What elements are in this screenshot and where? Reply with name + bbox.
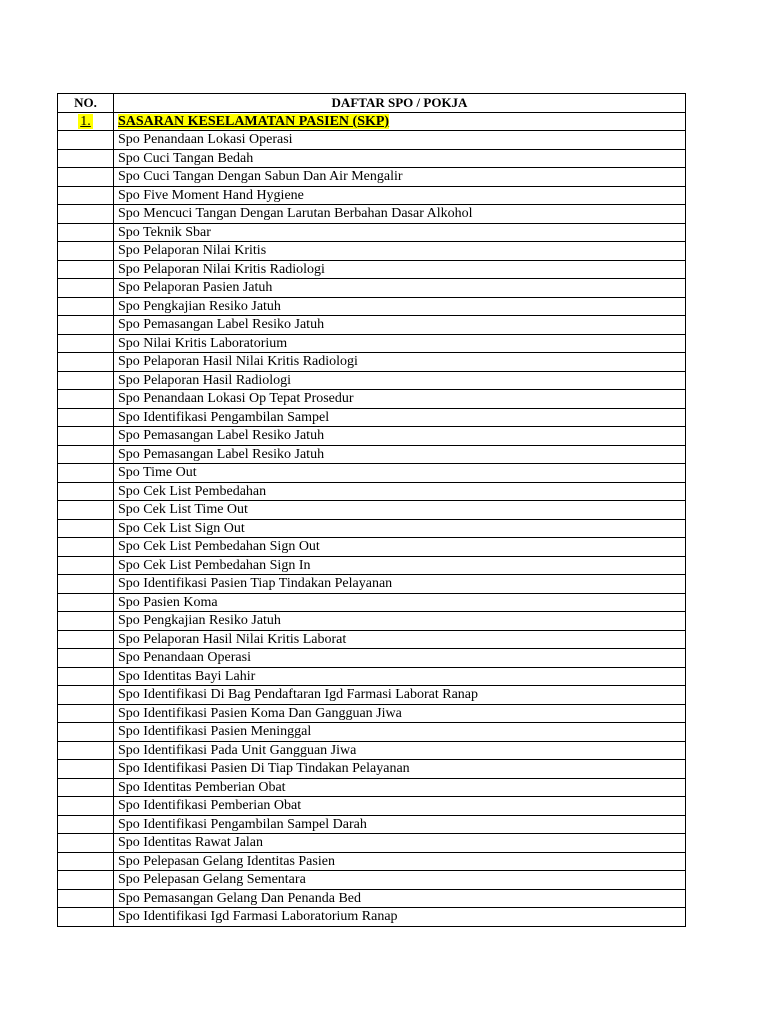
- row-number-cell: [58, 186, 114, 205]
- table-row: [58, 852, 686, 871]
- section-title-cell: [114, 112, 686, 131]
- spo-item: Spo Pelaporan Hasil Radiologi: [114, 371, 686, 390]
- table-row: [58, 630, 686, 649]
- table-row: [58, 556, 686, 575]
- spo-item: Spo Pemasangan Label Resiko Jatuh: [114, 445, 686, 464]
- spo-item: Spo Penandaan Operasi: [114, 649, 686, 668]
- spo-item: Spo Nilai Kritis Laboratorium: [114, 334, 686, 353]
- row-number-cell: [58, 593, 114, 612]
- row-number-cell: [58, 131, 114, 150]
- spo-item: Spo Pelepasan Gelang Identitas Pasien: [114, 852, 686, 871]
- row-number-cell: [58, 538, 114, 557]
- spo-item: Spo Identifikasi Di Bag Pendaftaran Igd Farmasi Laborat Ranap: [114, 686, 686, 705]
- spo-item: Spo Identitas Bayi Lahir: [114, 667, 686, 686]
- table-row: [58, 353, 686, 372]
- spo-item: Spo Cek List Pembedahan: [114, 482, 686, 501]
- spo-item: Spo Cek List Pembedahan Sign In: [114, 556, 686, 575]
- spo-item: Spo Identifikasi Pada Unit Gangguan Jiwa: [114, 741, 686, 760]
- row-number-cell: [58, 556, 114, 575]
- spo-item: Spo Cuci Tangan Bedah: [114, 149, 686, 168]
- spo-item: Spo Teknik Sbar: [114, 223, 686, 242]
- row-number-cell: [58, 168, 114, 187]
- row-number-cell: [58, 704, 114, 723]
- row-number-cell: [58, 353, 114, 372]
- spo-item: Spo Identifikasi Igd Farmasi Laboratorium Ranap: [114, 908, 686, 927]
- spo-item: Spo Pemasangan Gelang Dan Penanda Bed: [114, 889, 686, 908]
- table-body: [58, 112, 686, 926]
- table-row: [58, 316, 686, 335]
- spo-item: Spo Mencuci Tangan Dengan Larutan Berbahan Dasar Alkohol: [114, 205, 686, 224]
- spo-item: Spo Cek List Time Out: [114, 501, 686, 520]
- table-row: [58, 538, 686, 557]
- row-number-cell: [58, 427, 114, 446]
- table-row: [58, 908, 686, 927]
- spo-item: Spo Pasien Koma: [114, 593, 686, 612]
- table-row: [58, 260, 686, 279]
- row-number-cell: [58, 149, 114, 168]
- table-row: [58, 408, 686, 427]
- section-number-cell: [58, 112, 114, 131]
- spo-item: Spo Identifikasi Pasien Meninggal: [114, 723, 686, 742]
- table-row: [58, 482, 686, 501]
- row-number-cell: [58, 778, 114, 797]
- table-row: [58, 815, 686, 834]
- row-number-cell: [58, 519, 114, 538]
- spo-item: Spo Five Moment Hand Hygiene: [114, 186, 686, 205]
- row-number-cell: [58, 575, 114, 594]
- table-row: [58, 168, 686, 187]
- table-row: [58, 889, 686, 908]
- table-row: [58, 612, 686, 631]
- row-number-cell: [58, 834, 114, 853]
- table-row: [58, 279, 686, 298]
- table-row: [58, 205, 686, 224]
- row-number-cell: [58, 723, 114, 742]
- table-row: [58, 667, 686, 686]
- spo-item: Spo Pengkajian Resiko Jatuh: [114, 612, 686, 631]
- table-row: [58, 501, 686, 520]
- row-number-cell: [58, 464, 114, 483]
- row-number-cell: [58, 334, 114, 353]
- table-row: [58, 649, 686, 668]
- row-number-cell: [58, 797, 114, 816]
- row-number-cell: [58, 686, 114, 705]
- row-number-cell: [58, 205, 114, 224]
- table-row: [58, 778, 686, 797]
- table-row: [58, 242, 686, 261]
- spo-item: Spo Pelepasan Gelang Sementara: [114, 871, 686, 890]
- section-title: SASARAN KESELAMATAN PASIEN (SKP): [118, 113, 390, 129]
- table-row: [58, 371, 686, 390]
- spo-item: Spo Identifikasi Pasien Di Tiap Tindakan Pelayanan: [114, 760, 686, 779]
- table-row: [58, 797, 686, 816]
- row-number-cell: [58, 445, 114, 464]
- spo-item: Spo Pelaporan Nilai Kritis Radiologi: [114, 260, 686, 279]
- spo-item: Spo Identifikasi Pengambilan Sampel Darah: [114, 815, 686, 834]
- spo-item: Spo Identitas Pemberian Obat: [114, 778, 686, 797]
- row-number-cell: [58, 297, 114, 316]
- table-row: [58, 390, 686, 409]
- table-row: [58, 427, 686, 446]
- row-number-cell: [58, 760, 114, 779]
- table-row: [58, 871, 686, 890]
- spo-item: Spo Pelaporan Nilai Kritis: [114, 242, 686, 261]
- spo-item: Spo Cek List Pembedahan Sign Out: [114, 538, 686, 557]
- row-number-cell: [58, 908, 114, 927]
- row-number-cell: [58, 889, 114, 908]
- spo-item: Spo Identifikasi Pasien Tiap Tindakan Pelayanan: [114, 575, 686, 594]
- table-row: [58, 686, 686, 705]
- row-number-cell: [58, 667, 114, 686]
- table-row: [58, 704, 686, 723]
- table-row: [58, 131, 686, 150]
- section-row: [58, 112, 686, 131]
- row-number-cell: [58, 390, 114, 409]
- table-row: [58, 760, 686, 779]
- row-number-cell: [58, 482, 114, 501]
- header-no: NO.: [58, 94, 114, 113]
- table-row: [58, 186, 686, 205]
- row-number-cell: [58, 223, 114, 242]
- row-number-cell: [58, 279, 114, 298]
- row-number-cell: [58, 316, 114, 335]
- row-number-cell: [58, 408, 114, 427]
- table-row: [58, 723, 686, 742]
- row-number-cell: [58, 612, 114, 631]
- table-row: [58, 149, 686, 168]
- spo-item: Spo Penandaan Lokasi Op Tepat Prosedur: [114, 390, 686, 409]
- spo-item: Spo Pengkajian Resiko Jatuh: [114, 297, 686, 316]
- spo-item: Spo Cek List Sign Out: [114, 519, 686, 538]
- row-number-cell: [58, 871, 114, 890]
- spo-item: Spo Pemasangan Label Resiko Jatuh: [114, 427, 686, 446]
- spo-item: Spo Pelaporan Hasil Nilai Kritis Laborat: [114, 630, 686, 649]
- table-row: [58, 334, 686, 353]
- spo-item: Spo Pelaporan Pasien Jatuh: [114, 279, 686, 298]
- spo-list-table: [57, 93, 686, 927]
- spo-item: Spo Cuci Tangan Dengan Sabun Dan Air Mengalir: [114, 168, 686, 187]
- spo-item: Spo Identifikasi Pemberian Obat: [114, 797, 686, 816]
- table-row: [58, 464, 686, 483]
- section-number: 1.: [80, 113, 91, 129]
- table-row: [58, 445, 686, 464]
- table-row: [58, 575, 686, 594]
- table-header-row: [58, 94, 686, 113]
- row-number-cell: [58, 242, 114, 261]
- table-row: [58, 834, 686, 853]
- row-number-cell: [58, 501, 114, 520]
- spo-item: Spo Penandaan Lokasi Operasi: [114, 131, 686, 150]
- spo-item: Spo Identitas Rawat Jalan: [114, 834, 686, 853]
- spo-item: Spo Time Out: [114, 464, 686, 483]
- row-number-cell: [58, 260, 114, 279]
- spo-item: Spo Pelaporan Hasil Nilai Kritis Radiologi: [114, 353, 686, 372]
- row-number-cell: [58, 741, 114, 760]
- header-list: DAFTAR SPO / POKJA: [114, 94, 686, 113]
- spo-item: Spo Identifikasi Pasien Koma Dan Gangguan Jiwa: [114, 704, 686, 723]
- spo-item: Spo Identifikasi Pengambilan Sampel: [114, 408, 686, 427]
- spo-item: Spo Pemasangan Label Resiko Jatuh: [114, 316, 686, 335]
- table-row: [58, 519, 686, 538]
- row-number-cell: [58, 649, 114, 668]
- row-number-cell: [58, 371, 114, 390]
- table-row: [58, 297, 686, 316]
- table-row: [58, 223, 686, 242]
- row-number-cell: [58, 630, 114, 649]
- table-row: [58, 741, 686, 760]
- table-row: [58, 593, 686, 612]
- row-number-cell: [58, 815, 114, 834]
- row-number-cell: [58, 852, 114, 871]
